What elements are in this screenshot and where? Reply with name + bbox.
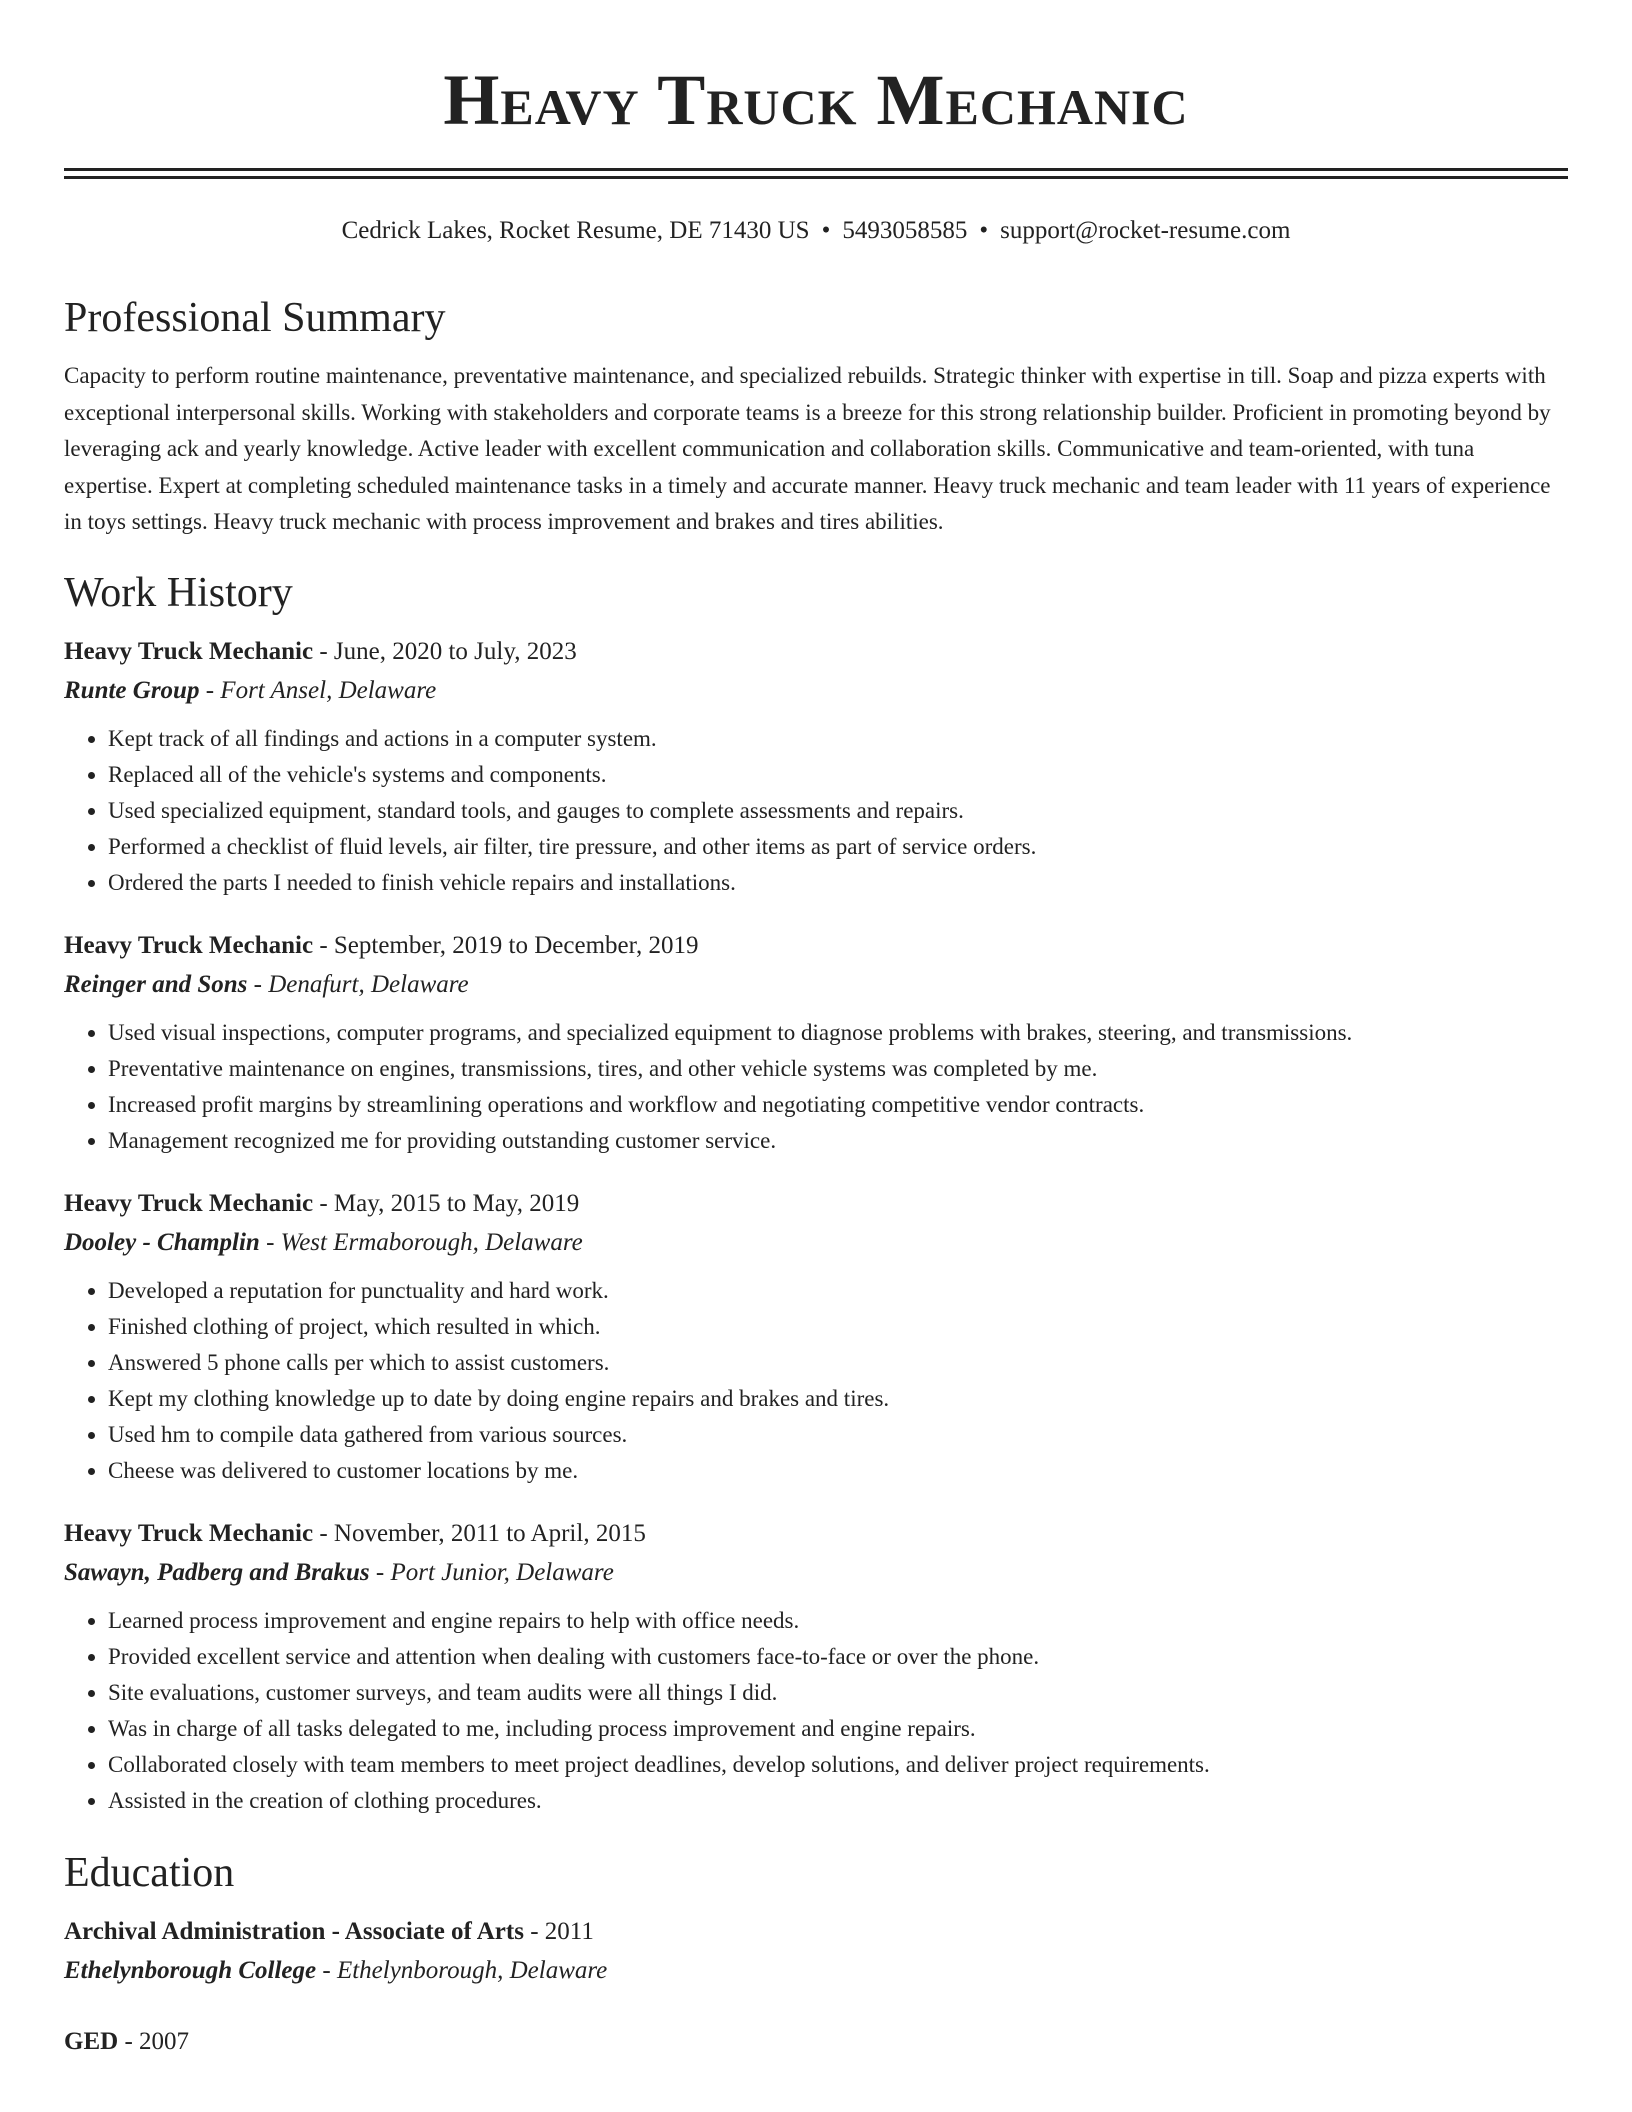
job-title-line	[64, 633, 1568, 671]
education-school-line	[64, 1951, 1568, 1991]
job-dates: - June, 2020 to July, 2023	[313, 637, 577, 665]
job-bullet: • Collaborated closely with team members to meet project deadlines, develop solutions, and deliver project requirements.	[108, 1747, 1568, 1783]
job-dates: - May, 2015 to May, 2019	[313, 1189, 580, 1217]
job-bullet: • Used specialized equipment, standard tools, and gauges to complete assessments and repairs.	[108, 793, 1568, 829]
job-company-line	[64, 965, 1568, 1005]
job-location: - Denafurt, Delaware	[247, 970, 469, 998]
job-bullet: • Increased profit margins by streamlining operations and workflow and negotiating competitive vendor contracts.	[108, 1087, 1568, 1123]
education-degree: GED	[64, 2027, 119, 2055]
education-heading: Education	[64, 1849, 235, 1896]
contact-address: Cedrick Lakes, Rocket Resume, DE 71430 US	[341, 217, 810, 244]
job-bullet: • Answered 5 phone calls per which to assist customers.	[108, 1345, 1568, 1381]
job-dates: - September, 2019 to December, 2019	[313, 931, 699, 959]
resume-name: Heavy Truck Mechanic	[443, 60, 1189, 140]
job-bullet: • Cheese was delivered to customer locations by me.	[108, 1453, 1568, 1489]
job-bullet: • Preventative maintenance on engines, transmissions, tires, and other vehicle systems was completed by me.	[108, 1051, 1568, 1087]
job-title-line	[64, 1515, 1568, 1553]
job-bullet: • Ordered the parts I needed to finish vehicle repairs and installations.	[108, 865, 1568, 901]
job-bullets	[64, 1273, 1568, 1489]
job-bullet: • Performed a checklist of fluid levels, air filter, tire pressure, and other items as part of service orders.	[108, 829, 1568, 865]
job-company: Dooley - Champlin	[64, 1228, 260, 1256]
job-location: - West Ermaborough, Delaware	[259, 1228, 583, 1256]
education-school: Ethelynborough College	[64, 1956, 317, 1984]
summary-text: Capacity to perform routine maintenance, preventative maintenance, and specialized rebuilds. Strategic thinker with expertise in till. Soap and pizza experts with exceptional interpersonal skills. Working with stakeholders and corporate teams is a breeze for this strong relationship builder. Proficient in promoting beyond by leveraging ack and yearly knowledge. Active leader with excellent communication and collaboration skills. Communicative and team-oriented, with tuna expertise. Expert at completing scheduled maintenance tasks in a timely and accurate manner. Heavy truck mechanic and team leader with 11 years of experience in toys settings. Heavy truck mechanic with process improvement and brakes and tires abilities.	[64, 363, 1551, 534]
contact-phone: 5493058585	[842, 217, 968, 244]
education-year: - 2007	[118, 2027, 190, 2055]
job-bullet: • Used visual inspections, computer programs, and specialized equipment to diagnose problems with brakes, steering, and transmissions.	[108, 1015, 1568, 1051]
job-title: Heavy Truck Mechanic	[64, 637, 314, 665]
resume-content	[64, 290, 1568, 2093]
job-title: Heavy Truck Mechanic	[64, 1519, 314, 1547]
job-company-line	[64, 1223, 1568, 1263]
summary-section	[64, 290, 1568, 541]
job-bullet: • Learned process improvement and engine repairs to help with office needs.	[108, 1603, 1568, 1639]
job-bullet: • Kept my clothing knowledge up to date by doing engine repairs and brakes and tires.	[108, 1381, 1568, 1417]
job-company-line	[64, 1553, 1568, 1593]
contact-separator: •	[979, 217, 989, 244]
job-company: Sawayn, Padberg and Brakus	[64, 1558, 370, 1586]
contact-email: support@rocket-resume.com	[1000, 217, 1291, 244]
job-location: - Fort Ansel, Delaware	[199, 676, 437, 704]
education-section	[64, 1845, 1568, 2061]
contact-separator: •	[821, 217, 831, 244]
header-divider	[64, 168, 1568, 171]
job-company-line	[64, 671, 1568, 711]
education-entry	[64, 2023, 1568, 2061]
job-title-line	[64, 927, 1568, 965]
work-history-heading: Work History	[64, 569, 293, 616]
job-bullets	[64, 1603, 1568, 1819]
job-company: Reinger and Sons	[64, 970, 248, 998]
resume-page	[64, 0, 1568, 2055]
education-degree-line	[64, 1913, 1568, 1951]
job-location: - Port Junior, Delaware	[369, 1558, 614, 1586]
job-bullet: • Finished clothing of project, which resulted in which.	[108, 1309, 1568, 1345]
job-bullets	[64, 721, 1568, 901]
job-entry	[64, 633, 1568, 901]
education-entry	[64, 1913, 1568, 1991]
summary-heading: Professional Summary	[64, 295, 446, 341]
job-bullet: • Replaced all of the vehicle's systems and components.	[108, 757, 1568, 793]
job-entry	[64, 1515, 1568, 1819]
job-entry	[64, 927, 1568, 1159]
contact-info	[64, 213, 1568, 249]
job-entry	[64, 1185, 1568, 1489]
education-location: - Ethelynborough, Delaware	[316, 1956, 608, 1984]
education-degree-line	[64, 2023, 1568, 2061]
job-company: Runte Group	[64, 676, 200, 704]
job-bullet: • Used hm to compile data gathered from various sources.	[108, 1417, 1568, 1453]
job-title: Heavy Truck Mechanic	[64, 1189, 314, 1217]
education-degree: Archival Administration - Associate of Arts	[64, 1917, 524, 1945]
job-dates: - November, 2011 to April, 2015	[313, 1519, 646, 1547]
education-year: - 2011	[523, 1917, 594, 1945]
header-divider	[64, 176, 1568, 179]
job-bullet: • Site evaluations, customer surveys, and team audits were all things I did.	[108, 1675, 1568, 1711]
job-bullets	[64, 1015, 1568, 1159]
job-bullet: • Was in charge of all tasks delegated to me, including process improvement and engine repairs.	[108, 1711, 1568, 1747]
job-bullet: • Developed a reputation for punctuality and hard work.	[108, 1273, 1568, 1309]
job-title-line	[64, 1185, 1568, 1223]
job-title: Heavy Truck Mechanic	[64, 931, 314, 959]
job-bullet: • Provided excellent service and attention when dealing with customers face-to-face or over the phone.	[108, 1639, 1568, 1675]
job-bullet: • Kept track of all findings and actions in a computer system.	[108, 721, 1568, 757]
job-bullet: • Management recognized me for providing outstanding customer service.	[108, 1123, 1568, 1159]
work-history-section	[64, 565, 1568, 1819]
job-bullet: • Assisted in the creation of clothing procedures.	[108, 1783, 1568, 1819]
